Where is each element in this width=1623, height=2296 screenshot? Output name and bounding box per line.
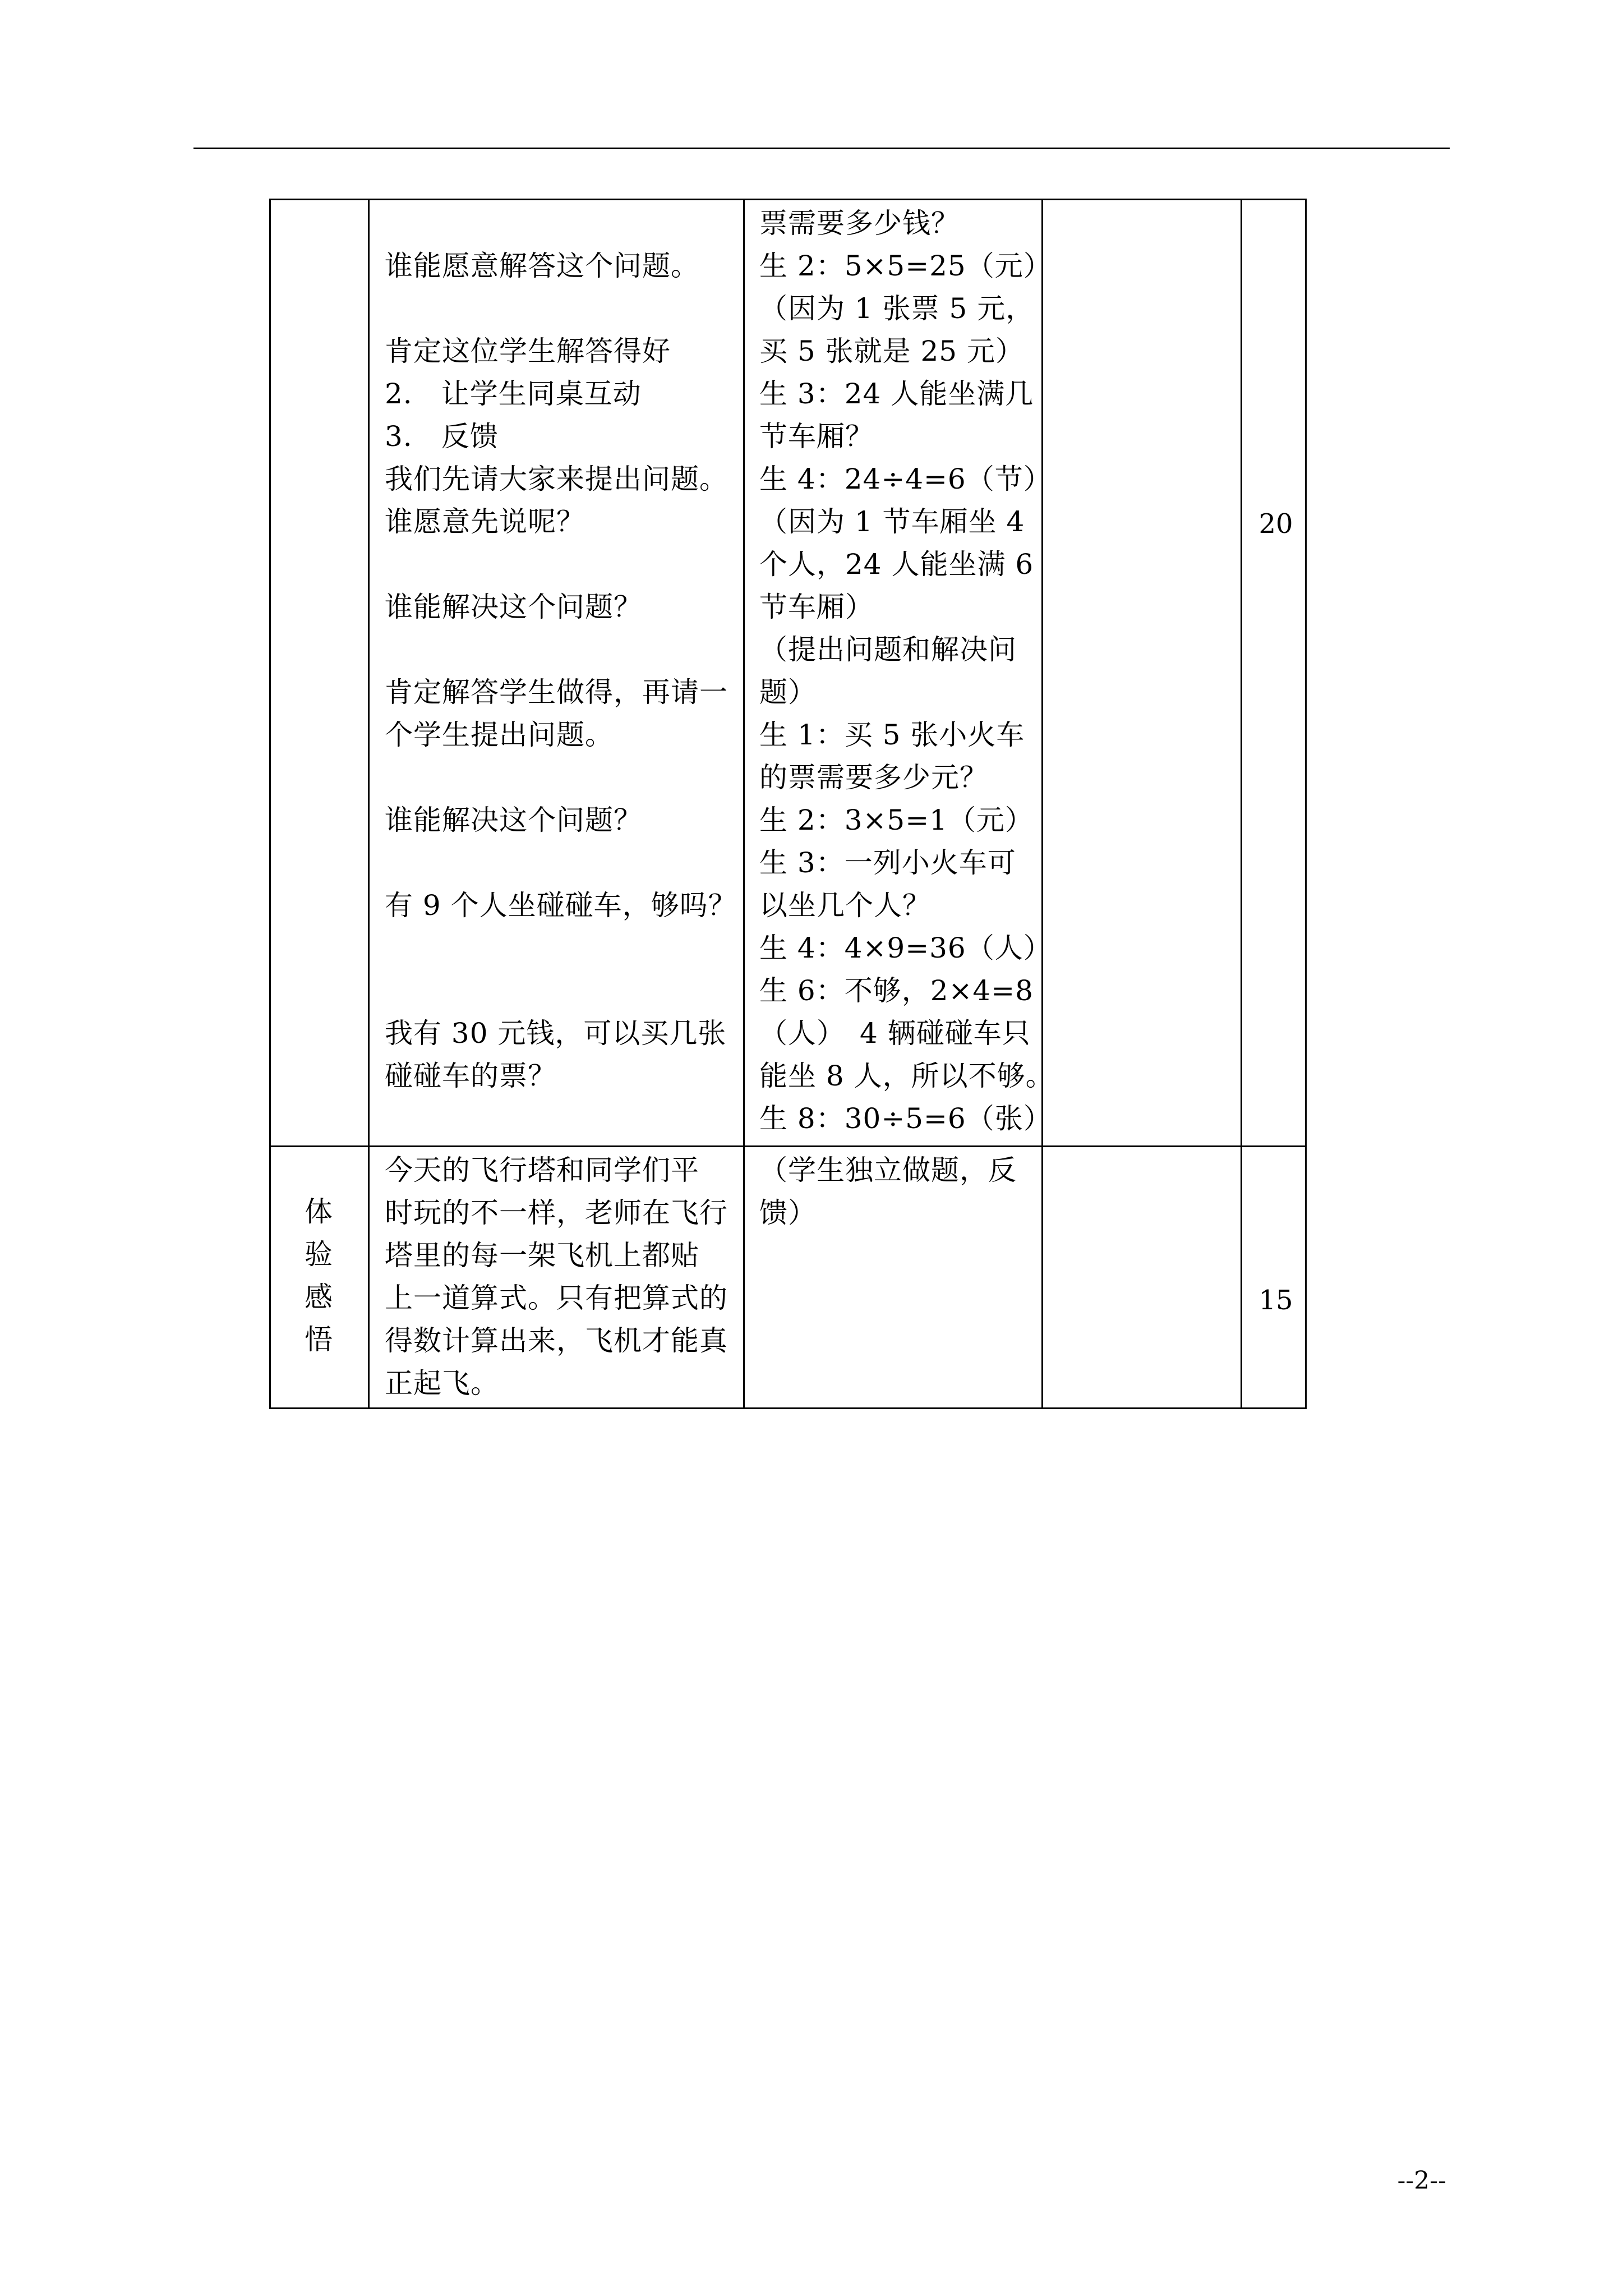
- row1-teacher-line: [385, 841, 737, 884]
- row1-student-line: （提出问题和解决问: [759, 633, 1017, 666]
- row1-teacher-line: 肯定这位学生解答得好: [385, 335, 671, 367]
- row1-student-line: 生 8：30÷5=6（张）: [759, 1102, 1052, 1135]
- row2-teacher-line: 塔里的每一架飞机上都贴: [385, 1239, 699, 1272]
- row2-stage-char-line: 悟: [305, 1323, 333, 1356]
- row1-teacher-line: [385, 287, 737, 330]
- lesson-plan-table: [269, 199, 1307, 1409]
- column-divider-4: [1241, 199, 1242, 1409]
- row1-teacher-line: 我有 30 元钱，可以买几张: [385, 1017, 727, 1050]
- row2-minutes: 15: [1258, 1285, 1293, 1316]
- row1-teacher-line: [385, 969, 737, 1012]
- row1-teacher-line: 有 9 个人坐碰碰车，够吗？: [385, 889, 737, 922]
- row1-student-line: 节车厢）: [759, 591, 874, 623]
- row2-teacher-line: 时玩的不一样，老师在飞行: [385, 1197, 728, 1229]
- row1-student-line: 的票需要多少元？: [759, 761, 988, 794]
- row1-teacher-line: 谁能解决这个问题？: [385, 591, 642, 623]
- row1-student-line: 生 3：24 人能坐满几: [759, 378, 1034, 410]
- row2-teacher-line: 上一道算式。只有把算式的: [385, 1282, 728, 1314]
- row1-student-line: 能坐 8 人，所以不够。: [759, 1060, 1054, 1092]
- row1-teacher-line: [385, 543, 737, 586]
- row1-teacher-line: 谁能解决这个问题？: [385, 804, 642, 836]
- row1-teacher-line: 3. 反馈: [385, 420, 499, 453]
- row2-stage-char-line: 验: [305, 1238, 333, 1271]
- column-divider-2: [743, 199, 745, 1409]
- row1-teacher-line: 谁愿意先说呢？: [385, 505, 585, 538]
- row2-stage-char-line: 感: [305, 1281, 333, 1313]
- row1-teacher-line: [385, 628, 737, 671]
- row2-teacher-line: 得数计算出来，飞机才能真: [385, 1324, 728, 1357]
- row1-teacher-line: [385, 756, 737, 799]
- row1-teacher-line: 我们先请大家来提出问题。: [385, 463, 728, 495]
- row1-teacher-line: 个学生提出问题。: [385, 719, 614, 751]
- row1-teacher-text: [385, 202, 737, 1097]
- row1-teacher-line: [385, 202, 737, 245]
- page-number: --2--: [1397, 2166, 1446, 2195]
- row1-student-line: （因为 1 张票 5 元，: [759, 292, 1035, 325]
- row1-student-line: （人） 4 辆碰碰车只: [759, 1017, 1031, 1050]
- row2-teacher-line: 今天的飞行塔和同学们平: [385, 1154, 699, 1186]
- row2-stage-char-line: 体: [305, 1195, 333, 1228]
- row2-student-line: 馈）: [759, 1197, 817, 1229]
- row1-student-line: （因为 1 节车厢坐 4: [759, 505, 1025, 538]
- row2-teacher-text: [385, 1149, 728, 1405]
- row1-student-line: 题）: [759, 676, 817, 708]
- row2-student-text: [759, 1149, 1017, 1234]
- row1-student-line: 生 4：24÷4=6（节）: [759, 463, 1052, 495]
- row2-student-line: （学生独立做题，反: [759, 1154, 1017, 1186]
- row1-student-line: 买 5 张就是 25 元）: [759, 335, 1025, 367]
- row-divider: [269, 1145, 1307, 1147]
- row1-student-line: 生 2：5×5=25（元）: [759, 250, 1052, 282]
- row1-teacher-line: 碰碰车的票？: [385, 1060, 556, 1092]
- header-rule: [193, 148, 1450, 149]
- row1-student-line: 生 1：买 5 张小火车: [759, 719, 1025, 751]
- row1-student-line: 生 4：4×9=36（人）: [759, 932, 1052, 964]
- row1-student-line: 票需要多少钱？: [759, 207, 960, 240]
- row1-student-line: 个人，24 人能坐满 6: [759, 548, 1034, 581]
- row2-stage-label: [296, 1190, 341, 1361]
- row1-student-line: 节车厢？: [759, 420, 874, 453]
- row1-teacher-line: [385, 927, 737, 969]
- row1-student-line: 以坐几个人？: [759, 889, 931, 922]
- row1-student-text: [759, 202, 1054, 1140]
- row1-student-line: 生 6：不够，2×4=8: [759, 974, 1034, 1007]
- row2-teacher-line: 正起飞。: [385, 1367, 499, 1400]
- row1-student-line: 生 3：一列小火车可: [759, 846, 1016, 879]
- row1-teacher-line: 2. 让学生同桌互动: [385, 378, 642, 410]
- row1-teacher-line: 谁能愿意解答这个问题。: [385, 250, 699, 282]
- row1-teacher-line: 肯定解答学生做得，再请一: [385, 676, 728, 708]
- column-divider-1: [368, 199, 370, 1409]
- row1-minutes: 20: [1258, 508, 1293, 540]
- row1-student-line: 生 2：3×5=1（元）: [759, 804, 1034, 836]
